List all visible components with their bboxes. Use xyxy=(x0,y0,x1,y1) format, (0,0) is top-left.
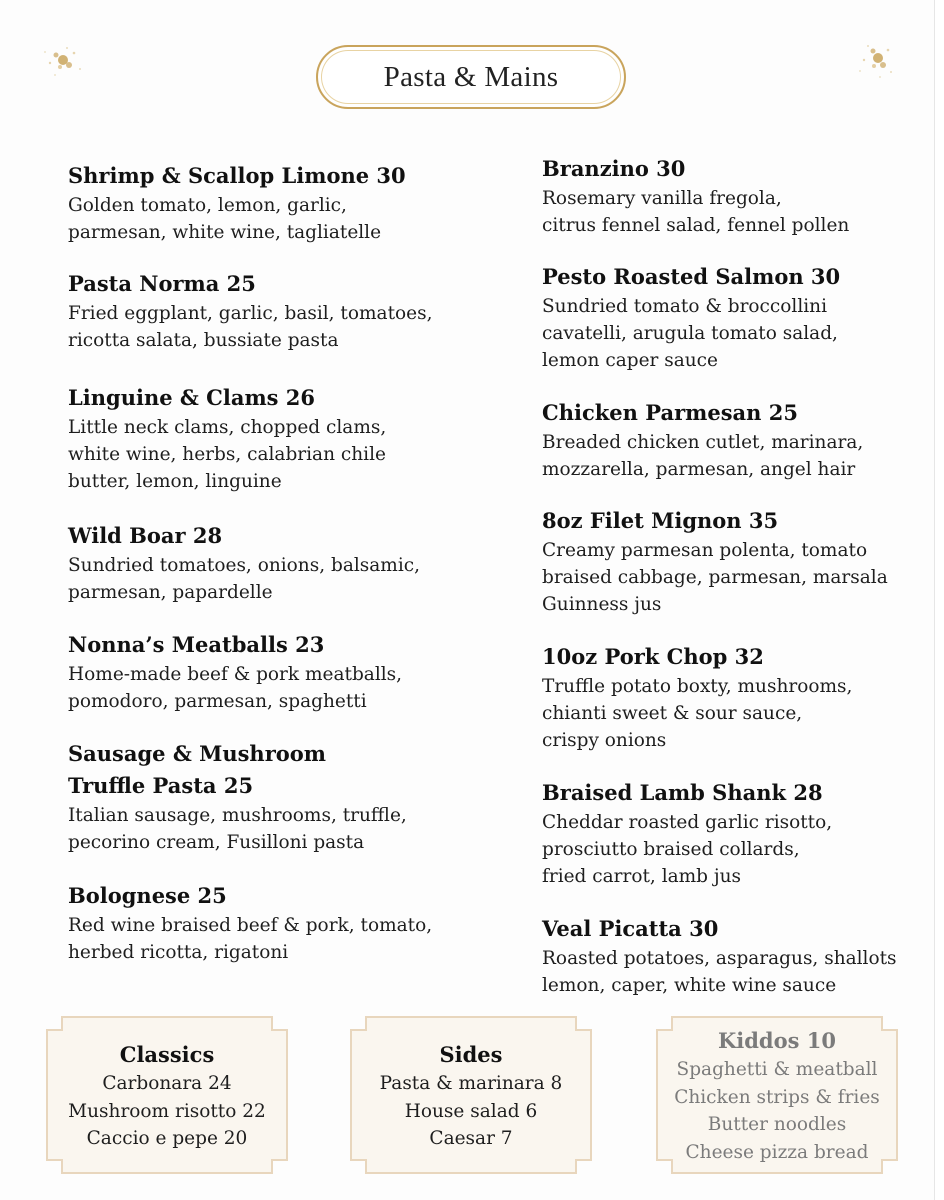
menu-item-description: Home-made beef & pork meatballs, pomodoro, parmesan, spaghetti xyxy=(68,664,403,712)
menu-item xyxy=(542,913,897,999)
kiddos-item: Cheese pizza bread xyxy=(685,1141,869,1163)
menu-item-description: Truffle potato boxty, mushrooms, chianti sweet & sour sauce, crispy onions xyxy=(542,676,853,751)
menu-item xyxy=(542,777,832,890)
menu-item-name: Pesto Roasted Salmon 30 xyxy=(542,264,841,289)
menu-item xyxy=(68,382,386,495)
menu-item-name: Veal Picatta 30 xyxy=(542,916,719,941)
menu-item-name: Shrimp & Scallop Limone 30 xyxy=(68,163,406,188)
kiddos-item: Chicken strips & fries xyxy=(674,1086,880,1108)
menu-item-description: Little neck clams, chopped clams, white wine, herbs, calabrian chile butter, lemon, linguine xyxy=(68,417,387,492)
menu-item xyxy=(542,641,852,754)
page-title: Pasta & Mains xyxy=(383,60,559,93)
menu-item-name: Pasta Norma 25 xyxy=(68,271,256,296)
sides-box xyxy=(350,1016,592,1174)
menu-item-description: Golden tomato, lemon, garlic, parmesan, white wine, tagliatelle xyxy=(68,195,382,243)
menu-item-description: Creamy parmesan polenta, tomato braised cabbage, parmesan, marsala Guinness jus xyxy=(542,540,888,615)
kiddos-item: Butter noodles xyxy=(707,1114,847,1135)
menu-item xyxy=(68,738,407,856)
menu-item xyxy=(68,629,402,715)
menu-item-name: Braised Lamb Shank 28 xyxy=(542,780,823,805)
classics-item: Mushroom risotto 22 xyxy=(68,1100,266,1122)
menu-item-name: Wild Boar 28 xyxy=(68,523,223,548)
menu-item xyxy=(542,397,863,483)
menu-item-description: Red wine braised beef & pork, tomato, herbed ricotta, rigatoni xyxy=(68,915,433,963)
menu-item-name: Nonna’s Meatballs 23 xyxy=(68,632,325,657)
gold-splatter-icon xyxy=(838,38,898,88)
menu-item xyxy=(542,153,849,239)
sides-title: Sides xyxy=(439,1042,503,1067)
menu-item-name: 10oz Pork Chop 32 xyxy=(542,644,764,669)
menu-item-name: 8oz Filet Mignon 35 xyxy=(542,508,779,533)
menu-item xyxy=(68,160,406,246)
menu-item-description: Fried eggplant, garlic, basil, tomatoes, ricotta salata, bussiate pasta xyxy=(68,303,433,351)
kiddos-box xyxy=(656,1016,898,1174)
menu-item-description: Breaded chicken cutlet, marinara, mozzarella, parmesan, angel hair xyxy=(542,432,864,480)
menu-item xyxy=(68,268,432,354)
menu-item-name: Bolognese 25 xyxy=(68,883,227,908)
menu-item-name: Branzino 30 xyxy=(542,156,686,181)
section-title-badge xyxy=(316,45,626,109)
menu-item-description: Sundried tomatoes, onions, balsamic, parmesan, papardelle xyxy=(68,555,420,603)
menu-item-description: Cheddar roasted garlic risotto, prosciutto braised collards, fried carrot, lamb jus xyxy=(542,812,833,887)
menu-item xyxy=(68,520,420,606)
sides-item: Pasta & marinara 8 xyxy=(379,1073,563,1094)
menu-item-name: Sausage & Mushroom Truffle Pasta 25 xyxy=(68,741,326,798)
menu-item-description: Italian sausage, mushrooms, truffle, pecorino cream, Fusilloni pasta xyxy=(68,805,407,853)
classics-item: Caccio e pepe 20 xyxy=(86,1128,248,1149)
classics-title: Classics xyxy=(119,1042,215,1067)
menu-item-name: Linguine & Clams 26 xyxy=(68,385,316,410)
menu-item xyxy=(542,505,888,618)
kiddos-title: Kiddos 10 xyxy=(718,1028,836,1053)
sides-item: House salad 6 xyxy=(404,1100,538,1122)
menu-item-name: Chicken Parmesan 25 xyxy=(542,400,798,425)
classics-box xyxy=(46,1016,288,1174)
gold-splatter-icon xyxy=(36,38,96,88)
menu-item-description: Roasted potatoes, asparagus, shallots lemon, caper, white wine sauce xyxy=(542,948,897,996)
menu-item-description: Rosemary vanilla fregola, citrus fennel salad, fennel pollen xyxy=(542,188,850,236)
menu-item-description: Sundried tomato & broccollini cavatelli, arugula tomato salad, lemon caper sauce xyxy=(542,296,838,371)
sides-item: Caesar 7 xyxy=(429,1128,513,1149)
menu-item xyxy=(68,880,432,966)
menu-item xyxy=(542,261,840,374)
classics-item: Carbonara 24 xyxy=(102,1073,232,1094)
kiddos-item: Spaghetti & meatball xyxy=(676,1059,878,1080)
